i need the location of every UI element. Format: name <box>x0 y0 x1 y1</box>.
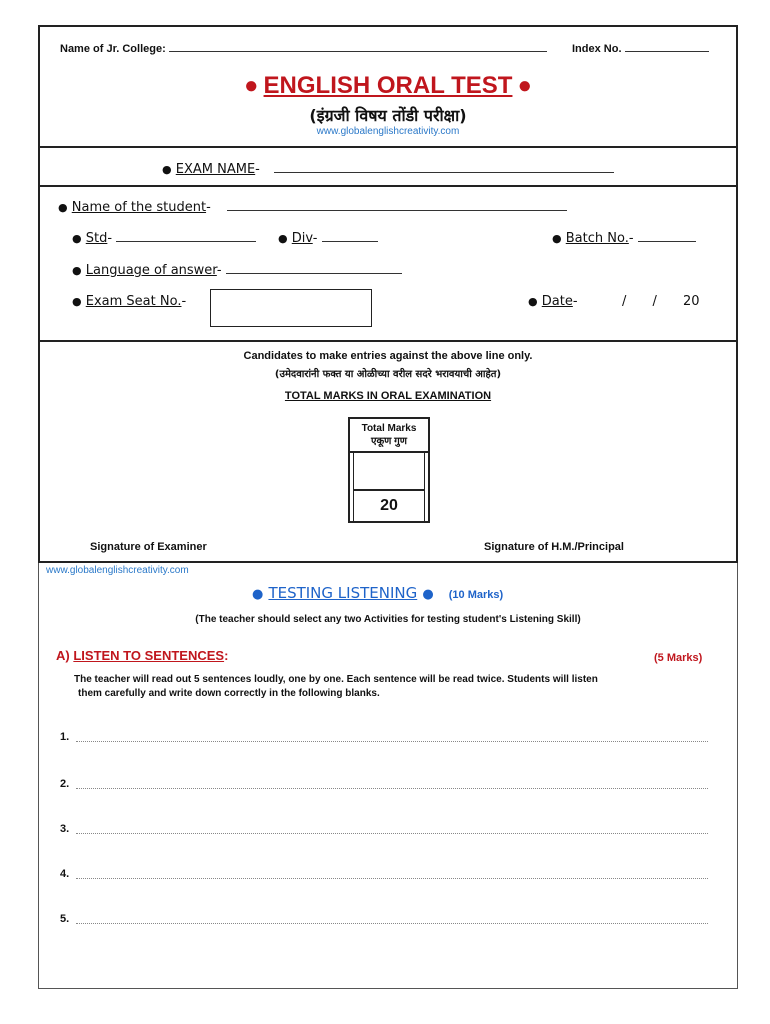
bullet-icon: ● <box>162 163 172 176</box>
section-a-letter: A) <box>56 648 70 663</box>
bullet-icon: ● <box>422 587 434 602</box>
exam-name-label: EXAM NAME <box>175 162 256 177</box>
index-label: Index No. <box>572 43 622 55</box>
exam-seat-number-box[interactable] <box>210 289 372 327</box>
website-link[interactable]: www.globalenglishcreativity.com <box>316 126 460 137</box>
answer-line-number: 4. <box>60 868 70 880</box>
language-row: ● Language of answer- <box>72 263 402 278</box>
total-marks-heading: TOTAL MARKS IN ORAL EXAMINATION <box>284 390 492 402</box>
marks-table-header: Total Marks एकूण गुण <box>350 419 428 453</box>
website-footer-link[interactable]: www.globalenglishcreativity.com <box>46 565 189 576</box>
answer-line-number: 5. <box>60 913 70 925</box>
college-name-row <box>60 41 547 55</box>
section-a-heading: A) LISTEN TO SENTENCES: <box>56 648 229 663</box>
page-title: ENGLISH ORAL TEST <box>263 72 513 99</box>
marks-total-value: 20 <box>353 491 425 521</box>
section-a-instruction-line-1: The teacher will read out 5 sentences loudly, one by one. Each sentence will be read twice. Students will listen <box>74 674 598 685</box>
batch-row: ● Batch No.- <box>552 231 696 246</box>
answer-line-number: 1. <box>60 731 70 743</box>
answer-line-1[interactable] <box>76 741 708 742</box>
listening-marks: (10 Marks) <box>448 589 504 601</box>
batch-label: Batch No. <box>565 231 629 246</box>
listening-frame <box>38 563 738 989</box>
page-subtitle: (इंग्रजी विषय तोंडी परीक्षा) <box>309 106 467 125</box>
std-field[interactable] <box>116 231 256 242</box>
bullet-icon: ● <box>58 201 68 214</box>
bullet-icon: ● <box>243 72 259 99</box>
principal-signature-label: Signature of H.M./Principal <box>484 541 624 553</box>
section-a-marks: (5 Marks) <box>654 652 703 664</box>
bullet-icon: ● <box>552 232 562 245</box>
std-row: ● Std- <box>72 231 256 246</box>
answer-line-2[interactable] <box>76 788 708 789</box>
index-row <box>572 41 709 55</box>
date-label: Date <box>541 294 573 309</box>
language-label: Language of answer <box>85 263 217 278</box>
section-a-title: LISTEN TO SENTENCES <box>73 648 225 663</box>
index-number-field[interactable] <box>625 41 709 52</box>
divider-line <box>38 340 738 342</box>
seat-row: ● Exam Seat No.- <box>72 294 187 309</box>
college-label: Name of Jr. College: <box>60 43 166 55</box>
bullet-icon: ● <box>72 232 82 245</box>
exam-name-row: ● EXAM NAME- <box>162 162 614 177</box>
college-name-field[interactable] <box>169 41 547 52</box>
bullet-icon: ● <box>72 295 82 308</box>
divider-line <box>38 185 738 187</box>
language-field[interactable] <box>226 263 402 274</box>
bullet-icon: ● <box>252 587 264 602</box>
listening-title-row <box>252 583 503 602</box>
answer-line-3[interactable] <box>76 833 708 834</box>
total-marks-table <box>348 417 430 523</box>
date-row: ● Date- <box>528 294 578 309</box>
answer-line-5[interactable] <box>76 923 708 924</box>
section-a-instruction-line-2: them carefully and write down correctly in the following blanks. <box>78 688 380 699</box>
answer-line-4[interactable] <box>76 878 708 879</box>
answer-line-number: 3. <box>60 823 70 835</box>
student-name-label: Name of the student <box>71 200 207 215</box>
answer-line-number: 2. <box>60 778 70 790</box>
examiner-signature-label: Signature of Examiner <box>90 541 207 553</box>
listening-title: TESTING LISTENING <box>268 584 418 602</box>
entry-note-marathi: (उमेदवारांनी फक्त या ओळीच्या वरील सदरे भरावयाची आहेत) <box>274 369 502 380</box>
bullet-icon: ● <box>278 232 288 245</box>
div-row: ● Div- <box>278 231 378 246</box>
student-name-row: ● Name of the student- <box>58 200 567 215</box>
bullet-icon: ● <box>517 72 533 99</box>
div-field[interactable] <box>322 231 378 242</box>
bullet-icon: ● <box>528 295 538 308</box>
std-label: Std <box>85 231 108 246</box>
divider-line <box>38 146 738 148</box>
batch-field[interactable] <box>638 231 696 242</box>
page-title-row <box>38 72 738 100</box>
student-name-field[interactable] <box>227 200 567 211</box>
seat-label: Exam Seat No. <box>85 294 182 309</box>
marks-obtained-cell[interactable] <box>353 453 425 491</box>
div-label: Div <box>291 231 313 246</box>
exam-name-field[interactable] <box>274 162 614 173</box>
entry-note: Candidates to make entries against the above line only. <box>243 350 533 362</box>
bullet-icon: ● <box>72 264 82 277</box>
date-field[interactable]: / / 20 <box>622 294 700 309</box>
listening-instruction: (The teacher should select any two Activities for testing student's Listening Skill) <box>195 614 581 625</box>
